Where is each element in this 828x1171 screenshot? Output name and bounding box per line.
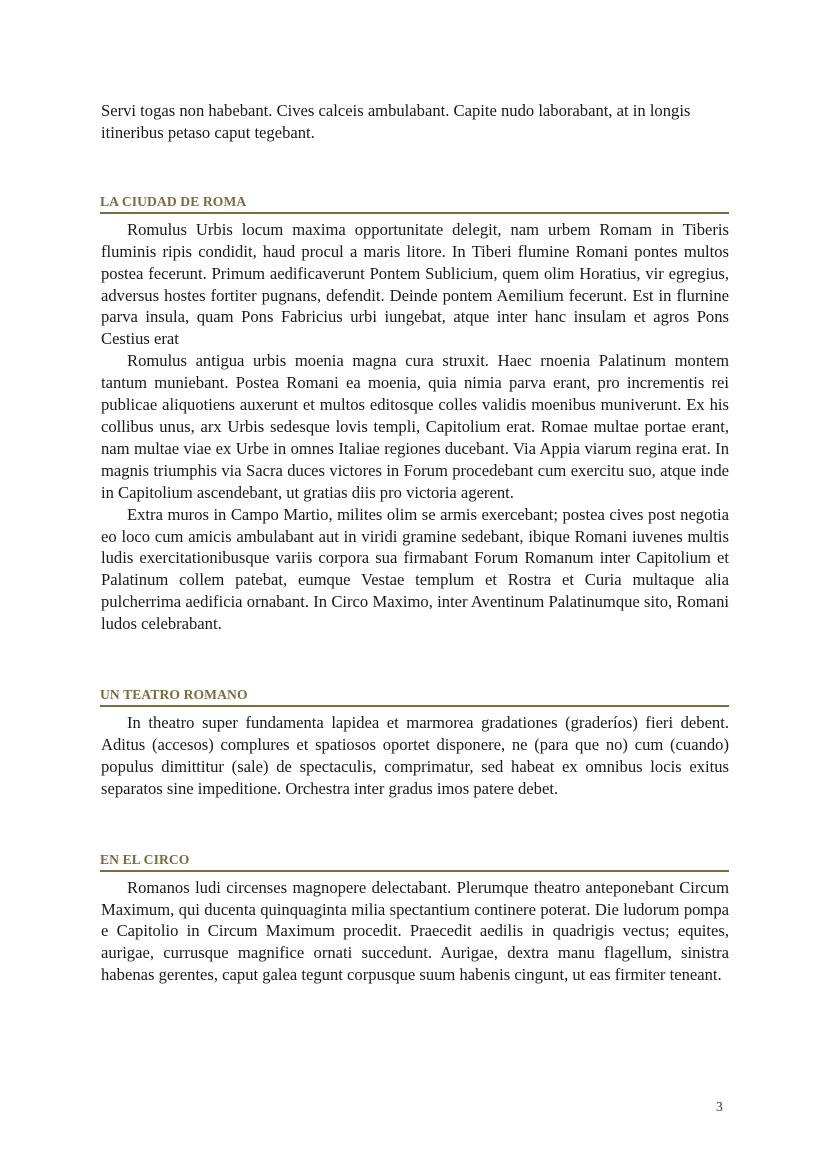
section-en-el-circo xyxy=(101,852,729,987)
intro-paragraph: Servi togas non habebant. Cives calceis ambulabant. Capite nudo laborabant, at in longis itineribus petaso caput tegebant. xyxy=(101,101,691,142)
section-heading: UN TEATRO ROMANO xyxy=(100,687,729,707)
paragraph: Romulus Urbis locum maxima opportunitate delegit, nam urbem Romam in Tiberis fluminis ripis condidit, haud procul a maris litore. In Tiberi flumine Romani pontes multos postea fecerunt. Primum aedificaverunt Pontem Sublicium, quem olim Horatius, vir egregius, adversus hostes fortiter pugnans, defendit. Deinde pontem Aemilium fecerunt. Est in flurnine parva insula, quam Pons Fabricius urbi iungebat, atque inter hanc insulam et agros Pons Cestius erat xyxy=(101,219,729,349)
section-la-ciudad-de-roma xyxy=(101,194,729,635)
section-heading: EN EL CIRCO xyxy=(100,852,729,872)
section-heading: LA CIUDAD DE ROMA xyxy=(100,194,729,214)
document-page xyxy=(101,100,729,986)
paragraph: Extra muros in Campo Martio, milites olim se armis exercebant; postea cives post negotia eo loco cum amicis ambulabant aut in viridi gramine sedebant, ibique Romani iuvenes multis ludis exercitationibusque variis corpora sua firmabant Forum Romanum inter Capitolium et Palatinum collem patebat, eumque Vestae templum et Rostra et Curia multaque alia pulcherrima aedificia ornabant. In Circo Maximo, inter Aventinum Palatinumque sito, Romani ludos celebrabant. xyxy=(101,504,729,634)
paragraph: In theatro super fundamenta lapidea et marmorea gradationes (graderíos) fieri debent. Aditus (accesos) complures et spatiosos oportet disponere, ne (para que no) cum (cuando) populus dimittitur (sale) de spectaculis, comprimatur, sed habeat ex omnibus locis exitus separatos sine impeditione. Orchestra inter gradus imos patere debet. xyxy=(101,713,729,798)
paragraph: Romanos ludi circenses magnopere delectabant. Plerumque theatro anteponebant Circum Maximum, qui ducenta quinquaginta milia spectantium continere poterat. Die ludorum pompa e Capitolio in Circum Maximum procedit. Praecedit aedilis in quadrigis vectus; equites, aurigae, currusque magnifice ornati succedunt. Aurigae, dextra manu flagellum, sinistra habenas gerentes, caput galea tegunt corpusque suum habenis cingunt, ut eas firmiter teneant. xyxy=(101,877,729,985)
page-number: 3 xyxy=(716,1099,723,1114)
paragraph: Romulus antigua urbis moenia magna cura struxit. Haec rnoenia Palatinum montem tantum muniebant. Postea Romani ea moenia, quia nimia parva erant, pro incrementis rei publicae aliquotiens auxerunt et multos editosque colles validis moenibus muniverunt. Ex his collibus unus, arx Urbis sedesque lovis templi, Capitolium erat. Romae multae portae erant, nam multae viae ex Urbe in omnes Italiae regiones ducebant. Via Appia viarum regina erat. In magnis triumphis via Sacra duces victores in Forum procedebant cum exercitu suo, atque inde in Capitolium ascendebant, ut gratias diis pro victoria agerent. xyxy=(101,351,729,502)
section-un-teatro-romano xyxy=(101,687,729,800)
